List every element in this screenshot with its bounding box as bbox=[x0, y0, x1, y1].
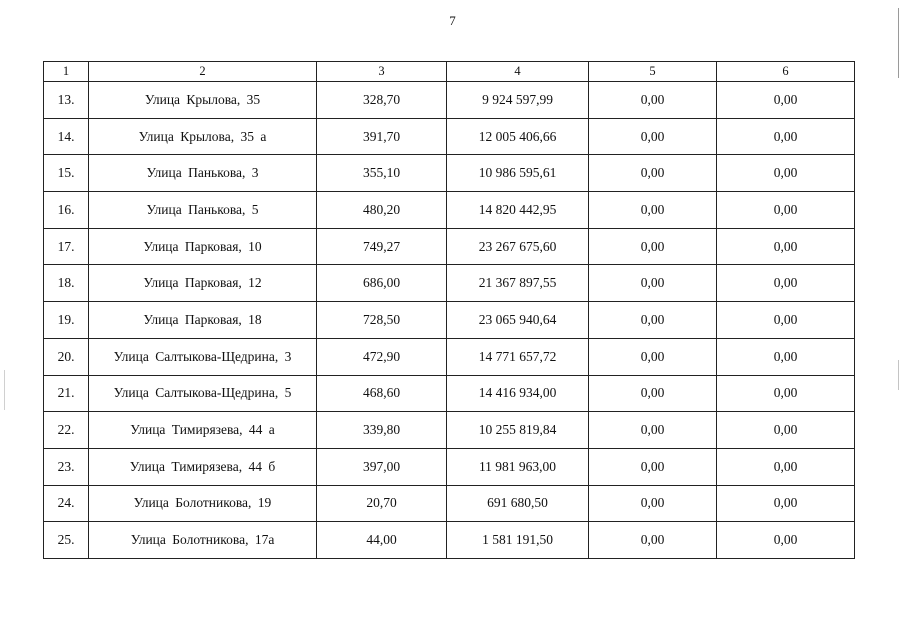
column-5-cell: 0,00 bbox=[589, 522, 717, 559]
row-number-cell: 25. bbox=[44, 522, 89, 559]
amount-cell: 1 581 191,50 bbox=[447, 522, 589, 559]
row-number-cell: 23. bbox=[44, 448, 89, 485]
header-cell-2: 2 bbox=[89, 62, 317, 82]
street-cell: Улица Панькова, 3 bbox=[89, 155, 317, 192]
area-cell: 686,00 bbox=[317, 265, 447, 302]
table-row bbox=[44, 265, 855, 302]
column-5-cell: 0,00 bbox=[589, 192, 717, 229]
table-header-row bbox=[44, 62, 855, 82]
column-6-cell: 0,00 bbox=[717, 485, 855, 522]
header-cell-4: 4 bbox=[447, 62, 589, 82]
amount-cell: 10 986 595,61 bbox=[447, 155, 589, 192]
street-cell: Улица Тимирязева, 44 а bbox=[89, 412, 317, 449]
header-cell-1: 1 bbox=[44, 62, 89, 82]
scan-edge-mark bbox=[4, 370, 5, 410]
area-cell: 328,70 bbox=[317, 82, 447, 119]
area-cell: 468,60 bbox=[317, 375, 447, 412]
table-row bbox=[44, 338, 855, 375]
street-cell: Улица Парковая, 18 bbox=[89, 302, 317, 339]
scan-edge-mark bbox=[898, 8, 899, 78]
street-cell: Улица Крылова, 35 bbox=[89, 82, 317, 119]
street-cell: Улица Панькова, 5 bbox=[89, 192, 317, 229]
amount-cell: 14 820 442,95 bbox=[447, 192, 589, 229]
street-cell: Улица Болотникова, 19 bbox=[89, 485, 317, 522]
row-number-cell: 19. bbox=[44, 302, 89, 339]
area-cell: 339,80 bbox=[317, 412, 447, 449]
header-cell-3: 3 bbox=[317, 62, 447, 82]
column-5-cell: 0,00 bbox=[589, 485, 717, 522]
page-number: 7 bbox=[449, 13, 456, 28]
amount-cell: 21 367 897,55 bbox=[447, 265, 589, 302]
amount-cell: 9 924 597,99 bbox=[447, 82, 589, 119]
column-6-cell: 0,00 bbox=[717, 375, 855, 412]
row-number-cell: 14. bbox=[44, 118, 89, 155]
column-5-cell: 0,00 bbox=[589, 375, 717, 412]
street-cell: Улица Парковая, 10 bbox=[89, 228, 317, 265]
area-cell: 728,50 bbox=[317, 302, 447, 339]
column-6-cell: 0,00 bbox=[717, 522, 855, 559]
column-6-cell: 0,00 bbox=[717, 448, 855, 485]
column-6-cell: 0,00 bbox=[717, 155, 855, 192]
table-row bbox=[44, 522, 855, 559]
street-cell: Улица Парковая, 12 bbox=[89, 265, 317, 302]
amount-cell: 14 416 934,00 bbox=[447, 375, 589, 412]
street-cell: Улица Тимирязева, 44 б bbox=[89, 448, 317, 485]
row-number-cell: 20. bbox=[44, 338, 89, 375]
row-number-cell: 21. bbox=[44, 375, 89, 412]
amount-cell: 11 981 963,00 bbox=[447, 448, 589, 485]
area-cell: 472,90 bbox=[317, 338, 447, 375]
column-6-cell: 0,00 bbox=[717, 82, 855, 119]
amount-cell: 23 065 940,64 bbox=[447, 302, 589, 339]
column-5-cell: 0,00 bbox=[589, 155, 717, 192]
area-cell: 397,00 bbox=[317, 448, 447, 485]
table-row bbox=[44, 448, 855, 485]
column-5-cell: 0,00 bbox=[589, 82, 717, 119]
column-5-cell: 0,00 bbox=[589, 265, 717, 302]
table-row bbox=[44, 155, 855, 192]
header-cell-6: 6 bbox=[717, 62, 855, 82]
amount-cell: 10 255 819,84 bbox=[447, 412, 589, 449]
column-6-cell: 0,00 bbox=[717, 302, 855, 339]
column-5-cell: 0,00 bbox=[589, 448, 717, 485]
amount-cell: 23 267 675,60 bbox=[447, 228, 589, 265]
column-6-cell: 0,00 bbox=[717, 118, 855, 155]
row-number-cell: 16. bbox=[44, 192, 89, 229]
column-5-cell: 0,00 bbox=[589, 302, 717, 339]
column-6-cell: 0,00 bbox=[717, 228, 855, 265]
table-row bbox=[44, 192, 855, 229]
amount-cell: 12 005 406,66 bbox=[447, 118, 589, 155]
row-number-cell: 13. bbox=[44, 82, 89, 119]
column-5-cell: 0,00 bbox=[589, 228, 717, 265]
street-cell: Улица Крылова, 35 а bbox=[89, 118, 317, 155]
table-row bbox=[44, 118, 855, 155]
table-row bbox=[44, 302, 855, 339]
scan-edge-mark bbox=[898, 360, 899, 390]
street-cell: Улица Салтыкова-Щедрина, 5 bbox=[89, 375, 317, 412]
row-number-cell: 15. bbox=[44, 155, 89, 192]
street-cell: Улица Салтыкова-Щедрина, 3 bbox=[89, 338, 317, 375]
street-cell: Улица Болотникова, 17а bbox=[89, 522, 317, 559]
table-row bbox=[44, 375, 855, 412]
row-number-cell: 24. bbox=[44, 485, 89, 522]
area-cell: 480,20 bbox=[317, 192, 447, 229]
column-6-cell: 0,00 bbox=[717, 192, 855, 229]
column-5-cell: 0,00 bbox=[589, 412, 717, 449]
column-6-cell: 0,00 bbox=[717, 338, 855, 375]
column-5-cell: 0,00 bbox=[589, 118, 717, 155]
data-table bbox=[43, 61, 855, 559]
amount-cell: 691 680,50 bbox=[447, 485, 589, 522]
area-cell: 20,70 bbox=[317, 485, 447, 522]
column-6-cell: 0,00 bbox=[717, 265, 855, 302]
table-row bbox=[44, 485, 855, 522]
row-number-cell: 22. bbox=[44, 412, 89, 449]
area-cell: 391,70 bbox=[317, 118, 447, 155]
column-6-cell: 0,00 bbox=[717, 412, 855, 449]
table-row bbox=[44, 412, 855, 449]
area-cell: 44,00 bbox=[317, 522, 447, 559]
column-5-cell: 0,00 bbox=[589, 338, 717, 375]
table-row bbox=[44, 228, 855, 265]
area-cell: 749,27 bbox=[317, 228, 447, 265]
area-cell: 355,10 bbox=[317, 155, 447, 192]
row-number-cell: 17. bbox=[44, 228, 89, 265]
amount-cell: 14 771 657,72 bbox=[447, 338, 589, 375]
header-cell-5: 5 bbox=[589, 62, 717, 82]
table-row bbox=[44, 82, 855, 119]
row-number-cell: 18. bbox=[44, 265, 89, 302]
